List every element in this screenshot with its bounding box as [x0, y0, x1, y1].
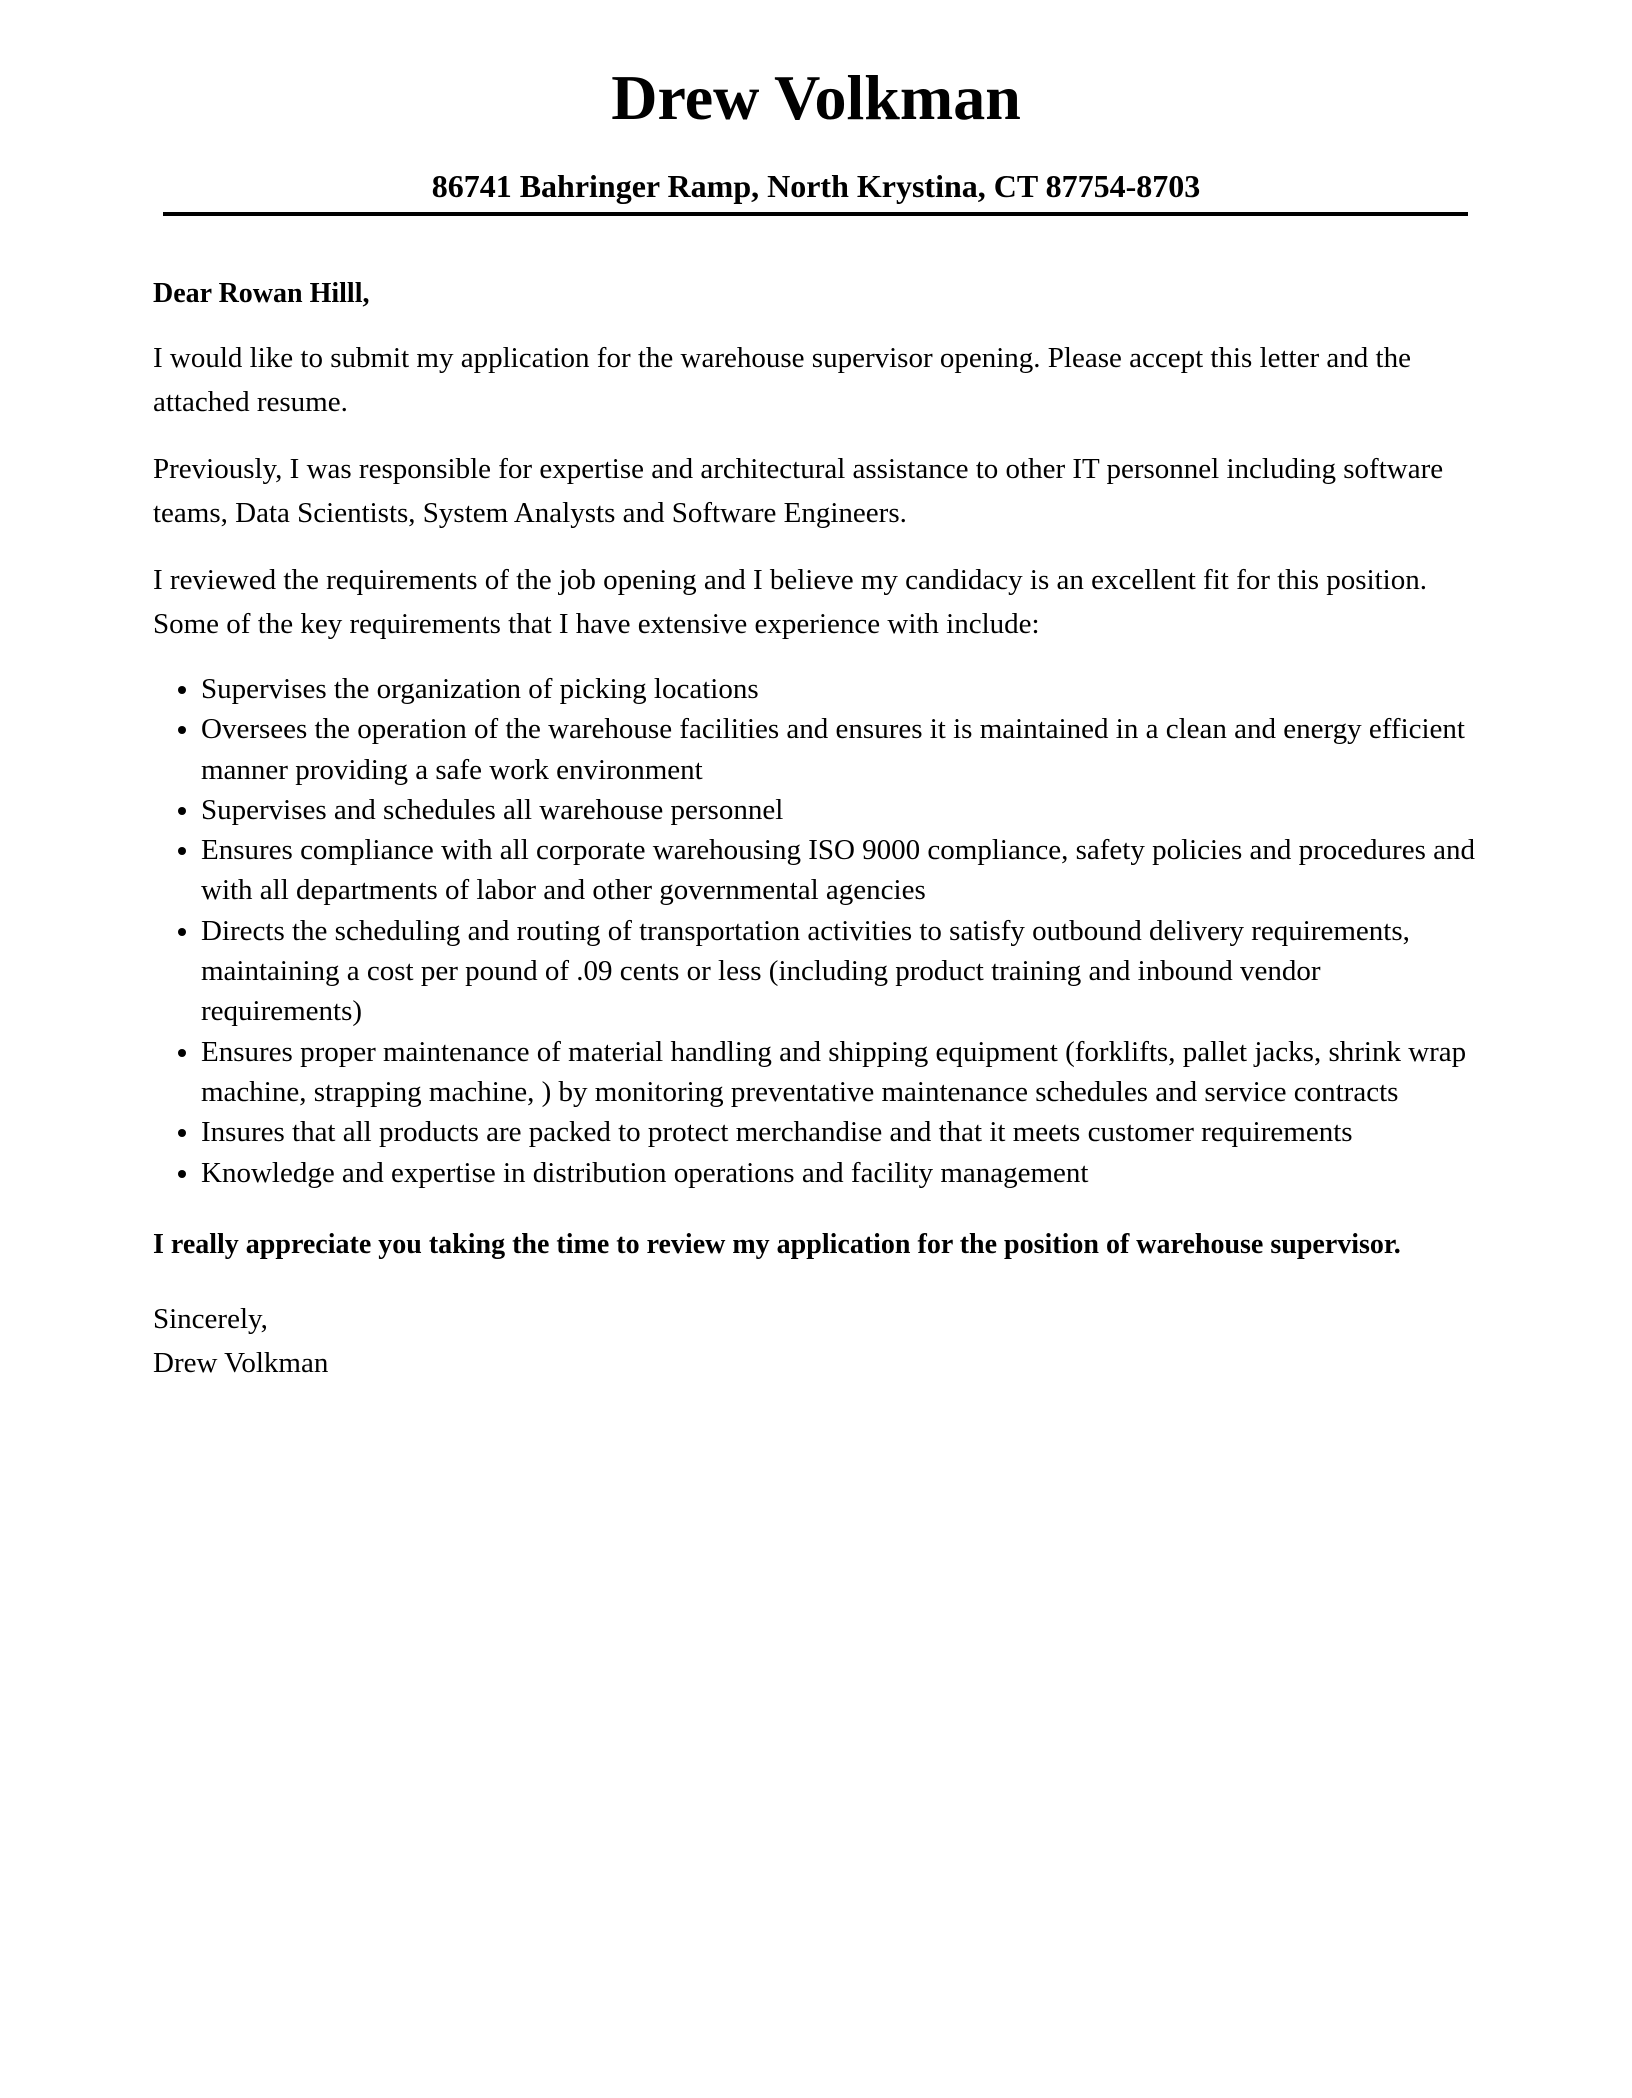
requirements-list [153, 669, 1483, 1193]
letter-body [153, 274, 1483, 1385]
closing-statement: I really appreciate you taking the time to review my application for the position of warehouse supervisor. [153, 1228, 1401, 1260]
salutation: Dear Rowan Hilll, [153, 278, 370, 309]
list-item: • Ensures compliance with all corporate warehousing ISO 9000 compliance, safety policies and procedures and with all departments of labor and other governmental agencies [201, 830, 1483, 911]
applicant-name: Drew Volkman [611, 62, 1021, 133]
list-item: • Knowledge and expertise in distribution operations and facility management [201, 1153, 1483, 1193]
paragraph-experience: Previously, I was responsible for expertise and architectural assistance to other IT personnel including software teams, Data Scientists, System Analysts and Software Engineers. [153, 453, 1444, 529]
applicant-address: 86741 Bahringer Ramp, North Krystina, CT 87754-8703 [431, 168, 1201, 204]
list-item: • Insures that all products are packed to protect merchandise and that it meets customer requirements [201, 1112, 1483, 1152]
signoff-block [153, 1297, 1483, 1385]
header-divider [163, 212, 1468, 216]
list-item: • Supervises the organization of picking locations [201, 669, 1483, 709]
list-item: • Ensures proper maintenance of material handling and shipping equipment (forklifts, pallet jacks, shrink wrap machine, strapping machine, ) by monitoring preventative maintenance schedules and service contracts [201, 1032, 1483, 1113]
list-item: • Directs the scheduling and routing of transportation activities to satisfy outbound delivery requirements, maintaining a cost per pound of .09 cents or less (including product training and inbound vendor requirements) [201, 911, 1483, 1032]
signoff: Sincerely, [153, 1302, 268, 1335]
paragraph-intro: I would like to submit my application for the warehouse supervisor opening. Please accept this letter and the attached resume. [153, 342, 1411, 418]
list-item: • Oversees the operation of the warehouse facilities and ensures it is maintained in a clean and energy efficient manner providing a safe work environment [201, 709, 1483, 790]
paragraph-requirements: I reviewed the requirements of the job opening and I believe my candidacy is an excellent fit for this position. Some of the key requirements that I have extensive experience with include: [153, 564, 1427, 640]
list-item: • Supervises and schedules all warehouse personnel [201, 790, 1483, 830]
signature-name: Drew Volkman [153, 1346, 329, 1379]
